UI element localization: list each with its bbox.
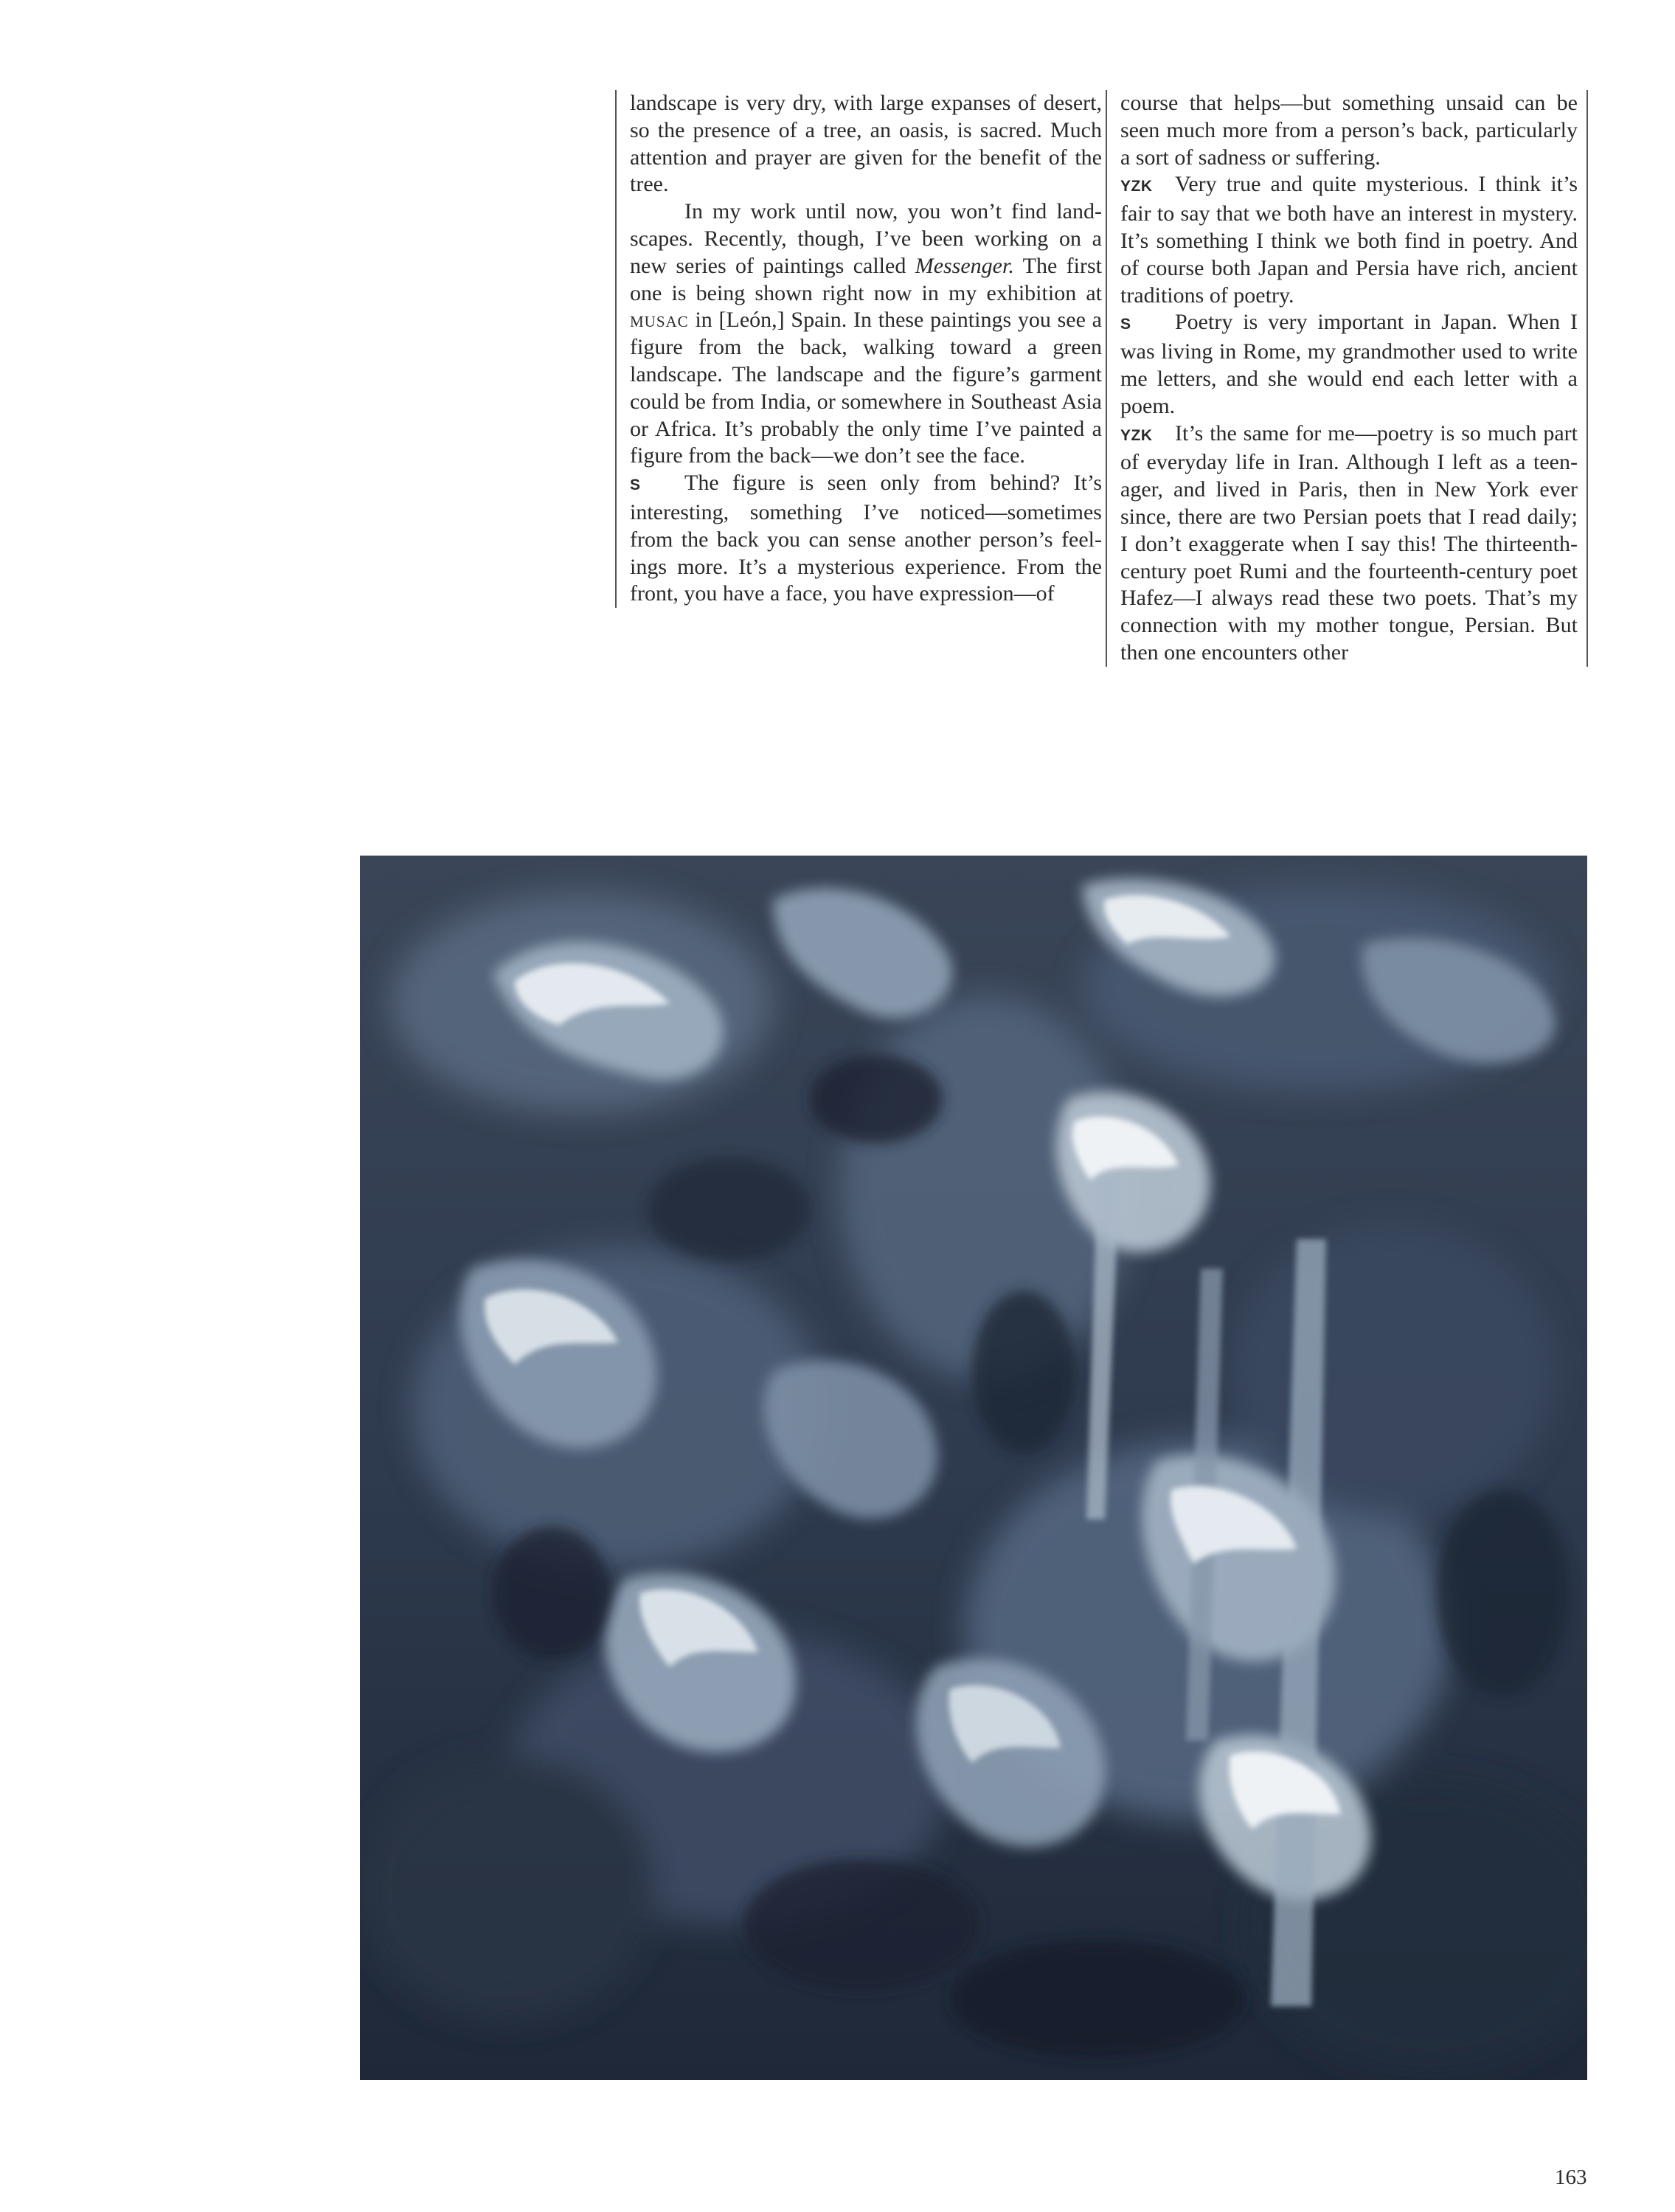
artwork-title: Messenger.: [915, 253, 1014, 278]
paragraph: [630, 470, 1102, 608]
paragraph-text: The first one is being shown right now in my exhibition at: [630, 253, 1102, 305]
paragraph: [1120, 420, 1578, 667]
paragraph-text: In my work until now, you won’t find landscapes. Recently, though, I’ve been working on a new series of paintings called: [630, 199, 1102, 278]
paragraph-text: Very true and quite mysterious. I think it’s fair to say that we both have an interest in mystery. It’s something I think we both find in poetry. And of course both Japan and Persia have rich, ancient traditions of poetry.: [1120, 172, 1578, 308]
paragraph-text: Poetry is very important in Japan. When I was living in Rome, my grandmother used to write me letters, and she would end each letter with a poem.: [1120, 310, 1578, 418]
paragraph: [1120, 309, 1578, 420]
text-column-right: [1106, 90, 1588, 667]
paragraph-text: in [León,] Spain. In these paintings you see a figure from the back, walking toward a green landscape. The landscape and the figure’s garment could be from India, or somewhere in Southeast Asia or Africa. It’s probably the only time I’ve painted a figure from the back—we don’t see the face.: [630, 308, 1102, 468]
paragraph: [1120, 171, 1578, 309]
page-number: 163: [1555, 2166, 1587, 2189]
speaker-label: YZK: [1120, 178, 1153, 195]
paragraph: [630, 198, 1102, 470]
paragraph: [630, 90, 1102, 198]
abstract-painting: [360, 856, 1587, 2080]
paragraph-text: The figure is seen only from behind? It’s interesting, something I’ve noticed—sometimes from the back you can sense another person’s feelings more. It’s a mysterious experience. From the front, you have a face, you have expression—of: [630, 471, 1102, 606]
paragraph-text: course that helps—but something unsaid can be seen much more from a person’s back, particularly a sort of sadness or suffering.: [1120, 91, 1578, 170]
paragraph-text: landscape is very dry, with large expanses of desert, so the presence of a tree, an oasis, is sacred. Much attention and prayer are given for the benefit of the tree.: [630, 91, 1102, 197]
speaker-label: YZK: [1120, 426, 1153, 444]
speaker-label: S: [630, 476, 641, 494]
painting-image: [360, 856, 1587, 2080]
paragraph: [1120, 90, 1578, 171]
museum-acronym: musac: [630, 308, 689, 333]
paragraph-text: It’s the same for me—poetry is so much part of everyday life in Iran. Although I left as a teenager, and lived in Paris, then in New York ever since, there are two Persian poets that I read daily; I don’t exaggerate when I say this! The thirteenth-century poet Rumi and the fourteenth-century poet Hafez—I always read these two poets. That’s my connection with my mother tongue, Persian. But then one encounters other: [1120, 420, 1578, 665]
speaker-label: S: [1120, 316, 1131, 333]
text-column-left: [615, 90, 1115, 608]
